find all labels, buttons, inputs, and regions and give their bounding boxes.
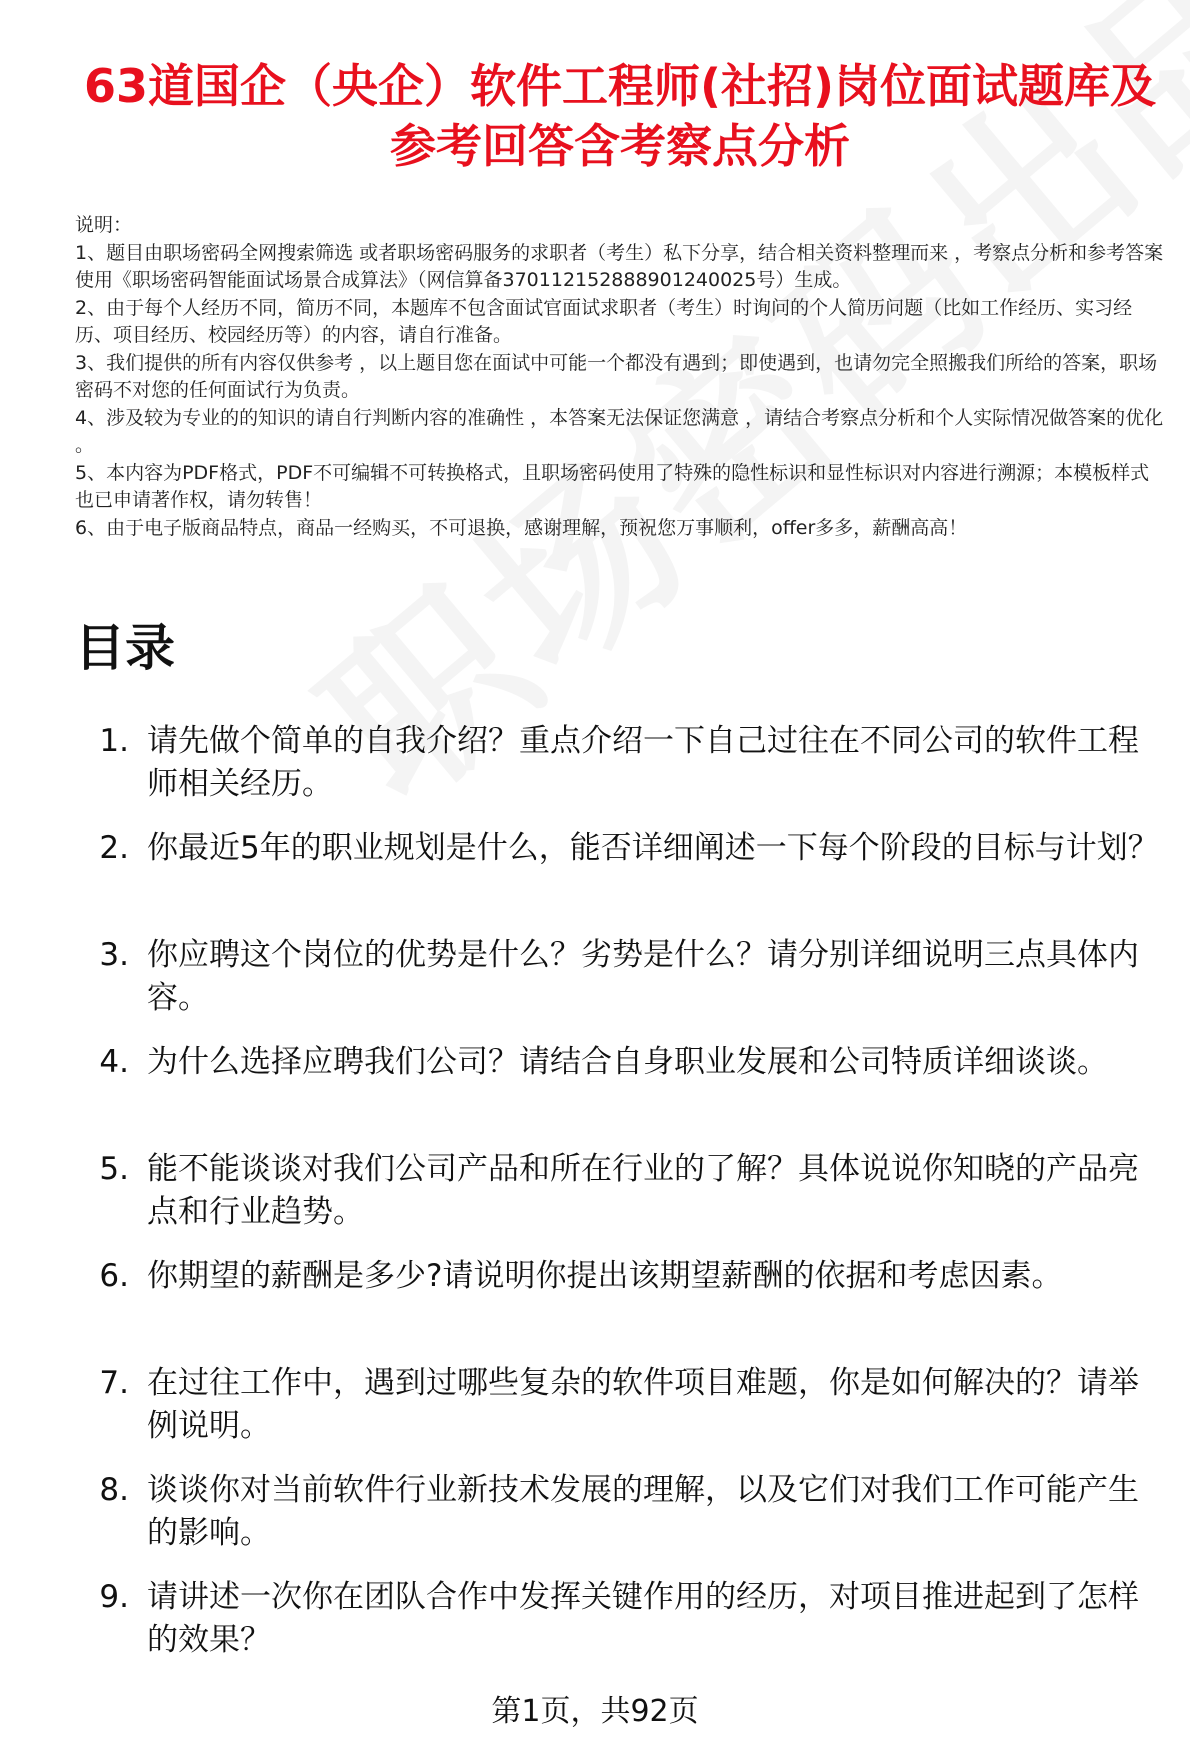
toc-item[interactable]	[75, 1576, 1165, 1662]
toc-item[interactable]	[75, 1469, 1165, 1555]
note-item: 6、由于电子版商品特点，商品一经购买，不可退换，感谢理解，预祝您万事顺利，offer多多，薪酬高高！	[75, 516, 968, 539]
toc-item-text: 能不能谈谈对我们公司产品和所在行业的了解？具体说说你知晓的产品亮点和行业趋势。	[147, 1151, 1139, 1230]
toc-item-number: 9.	[99, 1579, 129, 1615]
toc-item[interactable]	[75, 720, 1165, 806]
toc-item[interactable]	[75, 1148, 1165, 1234]
note-item: 4、涉及较为专业的的知识的请自行判断内容的准确性 ，本答案无法保证您满意 ，请结合考察点分析和个人实际情况做答案的优化 。	[75, 406, 1164, 456]
toc-heading: 目录	[75, 619, 175, 677]
toc-item[interactable]	[75, 827, 1165, 913]
page-footer: 第1页，共92页	[491, 1694, 699, 1729]
toc-item-text: 你应聘这个岗位的优势是什么？劣势是什么？请分别详细说明三点具体内容。	[147, 937, 1139, 1016]
toc-item-number: 2.	[99, 830, 129, 866]
note-item: 3、我们提供的所有内容仅供参考 ，以上题目您在面试中可能一个都没有遇到；即使遇到，也请勿完全照搬我们所给的答案，职场密码不对您的任何面试行为负责。	[75, 351, 1158, 401]
toc-item[interactable]	[75, 1255, 1165, 1341]
toc-item-text: 在过往工作中，遇到过哪些复杂的软件项目难题，你是如何解决的？请举例说明。	[147, 1365, 1139, 1444]
toc-item-number: 4.	[99, 1044, 129, 1080]
toc-item-number: 6.	[99, 1258, 129, 1294]
toc-list	[75, 720, 1165, 1683]
notes-section	[75, 212, 1165, 542]
toc-item-number: 8.	[99, 1472, 129, 1508]
toc-item-text: 请讲述一次你在团队合作中发挥关键作用的经历，对项目推进起到了怎样的效果？	[147, 1579, 1139, 1658]
toc-item-number: 1.	[99, 723, 129, 759]
toc-item-text: 为什么选择应聘我们公司？请结合自身职业发展和公司特质详细谈谈。	[147, 1044, 1108, 1080]
toc-item-number: 3.	[99, 937, 129, 973]
toc-item-text: 你最近5年的职业规划是什么，能否详细阐述一下每个阶段的目标与计划？	[147, 830, 1159, 866]
toc-item-text: 请先做个简单的自我介绍？重点介绍一下自己过往在不同公司的软件工程师相关经历。	[147, 723, 1139, 802]
notes-label: 说明：	[75, 214, 133, 236]
toc-item[interactable]	[75, 1362, 1165, 1448]
toc-item-text: 谈谈你对当前软件行业新技术发展的理解，以及它们对我们工作可能产生的影响。	[147, 1472, 1139, 1551]
toc-item[interactable]	[75, 1041, 1165, 1127]
note-item: 1、题目由职场密码全网搜索筛选 或者职场密码服务的求职者（考生）私下分享，结合相关资料整理而来 ，考察点分析和参考答案使用《职场密码智能面试场景合成算法》（网信算备370112152888901240025号）生成。	[75, 241, 1164, 291]
note-item: 2、由于每个人经历不同，简历不同，本题库不包含面试官面试求职者（考生）时询问的个人简历问题（比如工作经历、实习经历、项目经历、校园经历等）的内容，请自行准备。	[75, 296, 1133, 346]
toc-item-number: 5.	[99, 1151, 129, 1187]
toc-item-text: 你期望的薪酬是多少?请说明你提出该期望薪酬的依据和考虑因素。	[147, 1258, 1063, 1294]
note-item: 5、本内容为PDF格式，PDF不可编辑不可转换格式，且职场密码使用了特殊的隐性标识和显性标识对内容进行溯源；本模板样式也已申请著作权，请勿转售！	[75, 461, 1150, 511]
toc-item[interactable]	[75, 934, 1165, 1020]
toc-item-number: 7.	[99, 1365, 129, 1401]
document-title: 63道国企（央企）软件工程师(社招)岗位面试题库及参考回答含考察点分析	[83, 59, 1157, 173]
